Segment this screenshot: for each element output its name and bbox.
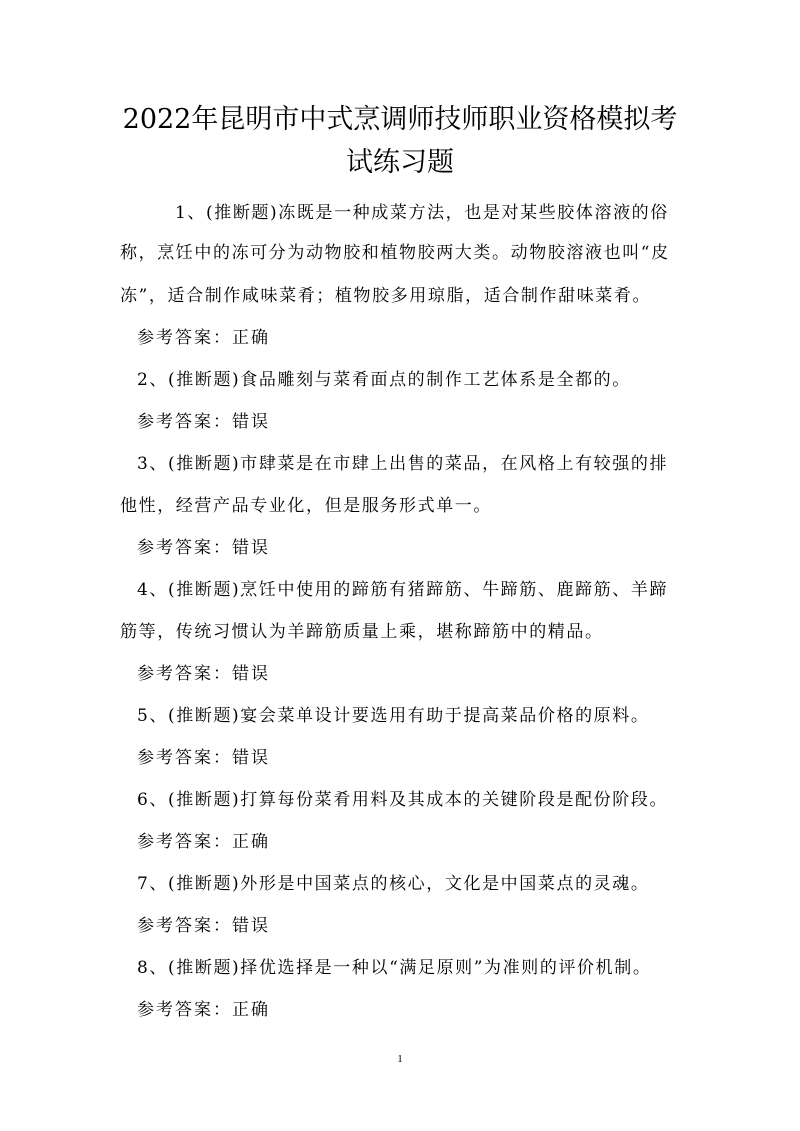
question-6-answer: 参考答案：正确 [137, 832, 270, 852]
question-5-answer: 参考答案：错误 [137, 748, 270, 768]
question-3-line-2: 他性，经营产品专业化，但是服务形式单一。 [120, 496, 492, 516]
question-4-line-2: 筋等，传统习惯认为羊蹄筋质量上乘，堪称蹄筋中的精品。 [120, 622, 604, 642]
question-4-answer: 参考答案：错误 [137, 664, 270, 684]
question-6-line-1: 6、(推断题)打算每份菜肴用料及其成本的关键阶段是配份阶段。 [137, 790, 669, 810]
question-3-line-1: 3、(推断题)市肆菜是在市肆上出售的菜品，在风格上有较强的排 [137, 454, 669, 474]
question-8-answer: 参考答案：正确 [137, 1000, 270, 1020]
question-2-line-1: 2、(推断题)食品雕刻与菜肴面点的制作工艺体系是全都的。 [137, 370, 631, 390]
document-title-line-1: 2022年昆明市中式烹调师技师职业资格模拟考 [122, 104, 678, 135]
question-3-answer: 参考答案：错误 [137, 538, 270, 558]
question-1-line-1: 1、(推断题)冻既是一种成菜方法，也是对某些胶体溶液的俗 [175, 203, 669, 223]
question-7-answer: 参考答案：错误 [137, 916, 270, 936]
question-1-answer: 参考答案：正确 [137, 328, 270, 348]
document-title-line-2: 试练习题 [346, 147, 454, 178]
question-1-line-2: 称，烹饪中的冻可分为动物胶和植物胶两大类。动物胶溶液也叫“皮 [120, 243, 670, 263]
page-number: 1 [397, 1053, 403, 1065]
question-8-line-1: 8、(推断题)择优选择是一种以“满足原则”为准则的评价机制。 [137, 958, 652, 978]
question-5-line-1: 5、(推断题)宴会菜单设计要选用有助于提高菜品价格的原料。 [137, 706, 650, 726]
question-1-line-3: 冻”，适合制作咸味菜肴；植物胶多用琼脂，适合制作甜味菜肴。 [120, 286, 652, 306]
question-4-line-1: 4、(推断题)烹饪中使用的蹄筋有猪蹄筋、牛蹄筋、鹿蹄筋、羊蹄 [137, 580, 669, 600]
question-2-answer: 参考答案：错误 [137, 412, 270, 432]
question-7-line-1: 7、(推断题)外形是中国菜点的核心，文化是中国菜点的灵魂。 [137, 874, 650, 894]
